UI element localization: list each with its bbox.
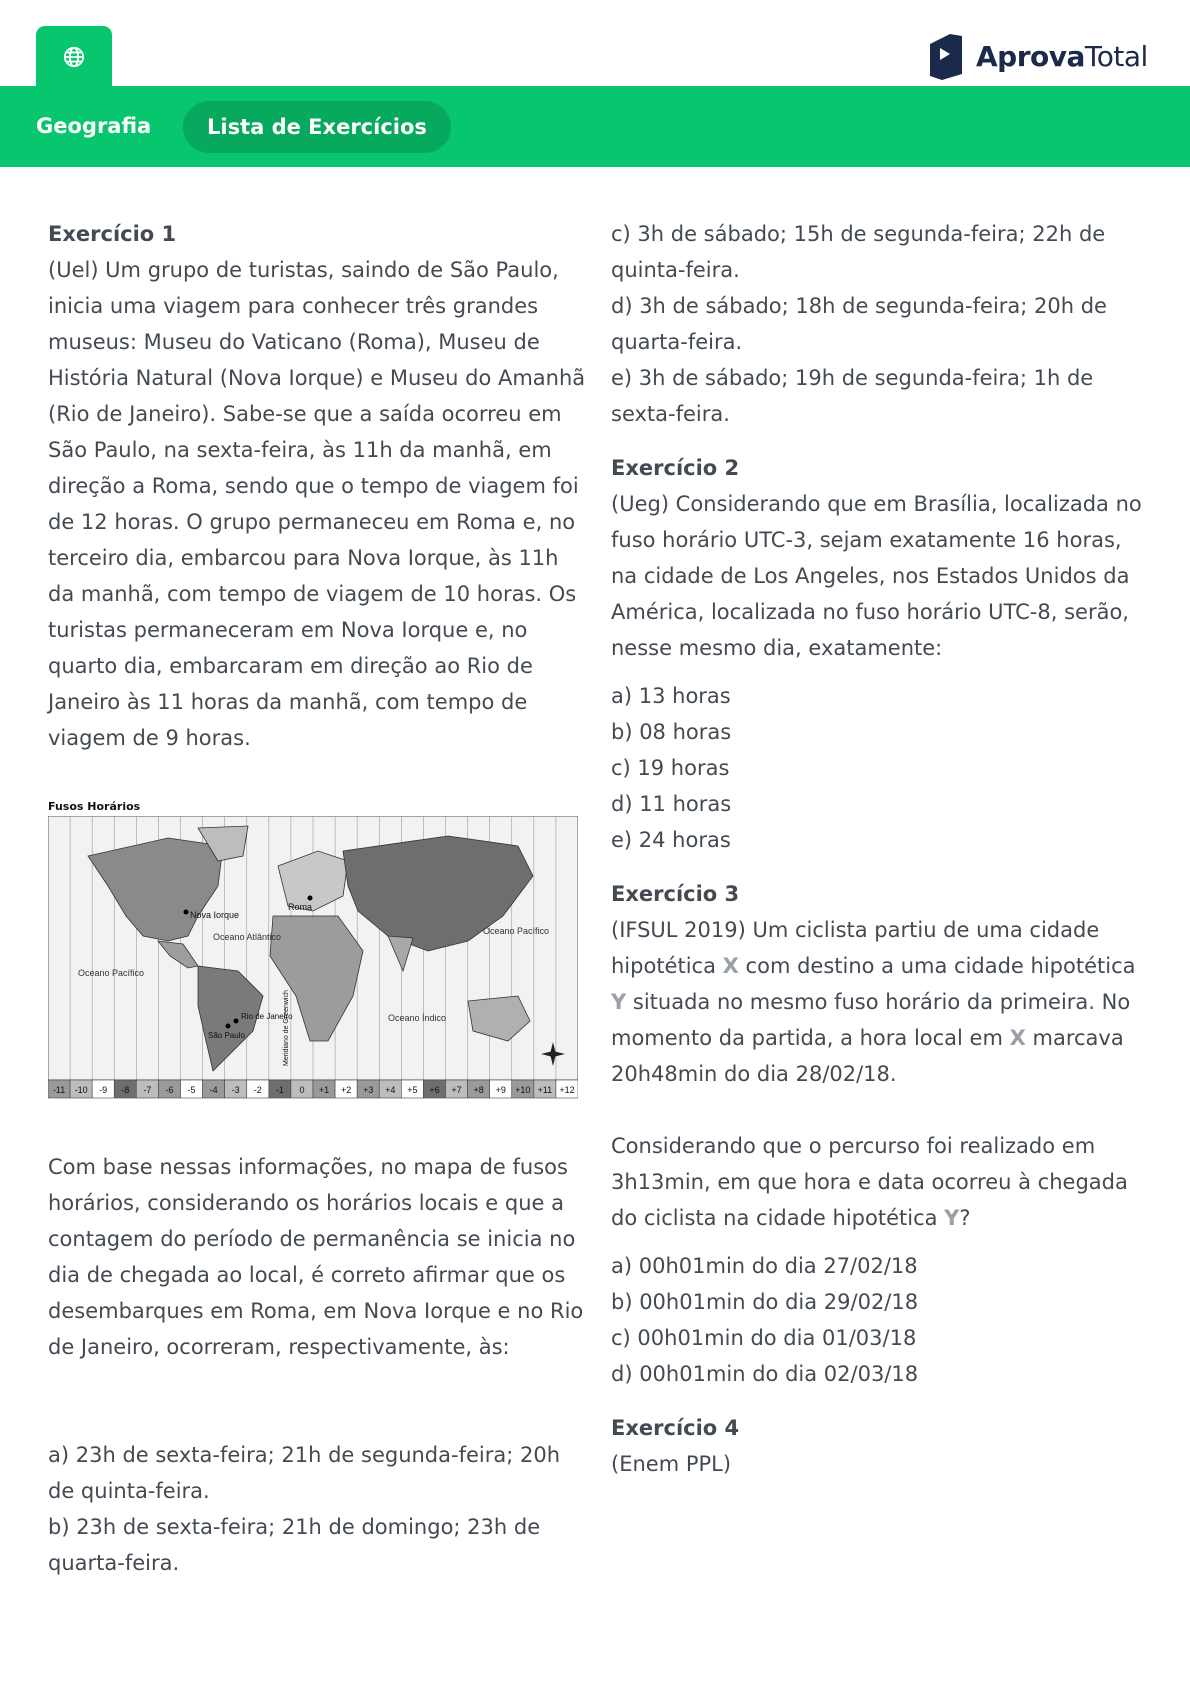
- exercise-4-title: Exercício 4: [611, 1416, 740, 1440]
- exercise-2-option-d: d) 11 horas: [611, 792, 732, 816]
- exercise-list-pill: Lista de Exercícios: [183, 101, 451, 153]
- zone-label: +8: [473, 1085, 484, 1095]
- header-bar: [0, 86, 1190, 167]
- city-x-marker: X: [1009, 1026, 1026, 1050]
- zone-label: +10: [515, 1085, 531, 1095]
- exercise-1-option-a: a) 23h de sexta-feira; 21h de segunda-feira; 20h de quinta-feira.: [48, 1443, 561, 1503]
- exercise-1-option-e: e) 3h de sábado; 19h de segunda-feira; 1h de sexta-feira.: [611, 366, 1094, 426]
- zone-label: +3: [363, 1085, 374, 1095]
- exercise-3-option-a: a) 00h01min do dia 27/02/18: [611, 1254, 918, 1278]
- world-map-figure: [48, 816, 578, 1100]
- zone-label: +11: [537, 1085, 553, 1095]
- label-oceano-pacifico-east: Oceano Pacífico: [483, 926, 550, 936]
- logo-icon: [928, 30, 964, 82]
- exercise-1-option-c: c) 3h de sábado; 15h de segunda-feira; 22h de quinta-feira.: [611, 222, 1106, 282]
- subject-label: Geografia: [36, 114, 152, 138]
- map-title: Fusos Horários: [48, 800, 141, 813]
- exercise-2-option-e: e) 24 horas: [611, 828, 731, 852]
- exercise-3-statement: (IFSUL 2019) Um ciclista partiu de uma cidade hipotética X com destino a uma cidade hipotética Y situada no mesmo fuso horário da primeira. No momento da partida, a hora local em X marcava 20h48min do dia 28/02/18.: [611, 918, 1136, 1086]
- marker-sao-paulo: [226, 1024, 231, 1029]
- label-oceano-atlantico: Oceano Atlântico: [213, 932, 282, 942]
- label-oceano-indico: Oceano Índico: [388, 1013, 447, 1023]
- exercise-2-title: Exercício 2: [611, 456, 740, 480]
- city-y-marker: Y: [944, 1206, 960, 1230]
- exercise-1-option-d: d) 3h de sábado; 18h de segunda-feira; 20h de quarta-feira.: [611, 294, 1107, 354]
- label-oceano-pacifico-west: Oceano Pacífico: [78, 968, 145, 978]
- marker-roma: [308, 896, 313, 901]
- zone-label: +7: [451, 1085, 462, 1095]
- zone-label: -4: [209, 1085, 218, 1095]
- zone-label: -6: [165, 1085, 174, 1095]
- exercise-3-option-d: d) 00h01min do dia 02/03/18: [611, 1362, 919, 1386]
- label-roma: Roma: [288, 902, 313, 912]
- exercise-3-option-c: c) 00h01min do dia 01/03/18: [611, 1326, 917, 1350]
- brand-name: AprovaTotal: [976, 39, 1148, 73]
- exercise-1-option-b: b) 23h de sexta-feira; 21h de domingo; 23h de quarta-feira.: [48, 1515, 541, 1575]
- exercise-1-question: Com base nessas informações, no mapa de fusos horários, considerando os horários locais e que a contagem do período de permanência se inicia no dia de chegada ao local, é correto afirmar que os desembarques em Roma, em Nova Iorque e no Rio de Janeiro, ocorreram, respectivamente, às:: [48, 1155, 584, 1359]
- zone-label: -9: [99, 1085, 108, 1095]
- zone-label: +6: [429, 1085, 440, 1095]
- label-greenwich: Meridiano de Greenwich: [283, 990, 290, 1066]
- zone-label: -7: [143, 1085, 152, 1095]
- exercise-2-option-a: a) 13 horas: [611, 684, 731, 708]
- exercise-4-statement: (Enem PPL): [611, 1452, 732, 1476]
- zone-label: -5: [187, 1085, 196, 1095]
- globe-tab: [36, 26, 112, 88]
- marker-nova-iorque: [184, 910, 189, 915]
- city-x-marker: X: [722, 954, 739, 978]
- label-nova-iorque: Nova Iorque: [190, 910, 240, 920]
- exercise-3-question: Considerando que o percurso foi realizado em 3h13min, em que hora e data ocorreu à chegada do ciclista na cidade hipotética Y?: [611, 1134, 1128, 1230]
- zone-label: -2: [253, 1085, 262, 1095]
- label-sao-paulo: São Paulo: [208, 1031, 245, 1040]
- zone-label: +4: [385, 1085, 396, 1095]
- time-zone-map: [48, 800, 588, 1111]
- exercise-2-option-b: b) 08 horas: [611, 720, 732, 744]
- city-y-marker: Y: [611, 990, 627, 1014]
- zone-label: +9: [495, 1085, 506, 1095]
- label-rio: Rio de Janeiro: [241, 1012, 293, 1021]
- zone-label: +2: [340, 1085, 352, 1095]
- zone-label: -8: [121, 1085, 130, 1095]
- brand-logo: [928, 28, 1148, 84]
- exercise-2-statement: (Ueg) Considerando que em Brasília, localizada no fuso horário UTC-3, sejam exatamente 16 horas, na cidade de Los Angeles, nos Estados Unidos da América, localizada no fuso horário UTC-8, serão, nesse mesmo dia, exatamente:: [611, 492, 1142, 660]
- exercise-1-statement: (Uel) Um grupo de turistas, saindo de São Paulo, inicia uma viagem para conhecer três grandes museus: Museu do Vaticano (Roma), Museu de História Natural (Nova Iorque) e Museu do Amanhã (Rio de Janeiro). Sabe-se que a saída ocorreu em São Paulo, na sexta-feira, às 11h da manhã, em direção a Roma, sendo que o tempo de viagem foi de 12 horas. O grupo permaneceu em Roma e, no terceiro dia, embarcou para Nova Iorque, às 11h da manhã, com tempo de viagem de 10 horas. Os turistas permaneceram em Nova Iorque e, no quarto dia, embarcaram em direção ao Rio de Janeiro às 11 horas da manhã, com tempo de viagem de 9 horas.: [48, 258, 586, 750]
- exercise-3-option-b: b) 00h01min do dia 29/02/18: [611, 1290, 919, 1314]
- zone-label: -1: [275, 1085, 284, 1095]
- zone-label: -11: [52, 1085, 66, 1095]
- zone-label: +5: [407, 1085, 418, 1095]
- right-column: [611, 216, 1151, 1482]
- left-column: [48, 216, 588, 1581]
- exercise-2-option-c: c) 19 horas: [611, 756, 730, 780]
- marker-rio: [234, 1019, 239, 1024]
- zone-label: -3: [231, 1085, 240, 1095]
- zone-label: -10: [74, 1085, 88, 1095]
- zone-label: +12: [559, 1085, 575, 1095]
- time-zone-strip: [48, 1080, 578, 1098]
- zone-label: +1: [318, 1085, 330, 1095]
- exercise-1-title: Exercício 1: [48, 222, 177, 246]
- exercise-3-title: Exercício 3: [611, 882, 740, 906]
- zone-label: 0: [299, 1085, 305, 1095]
- globe-icon: [63, 46, 85, 68]
